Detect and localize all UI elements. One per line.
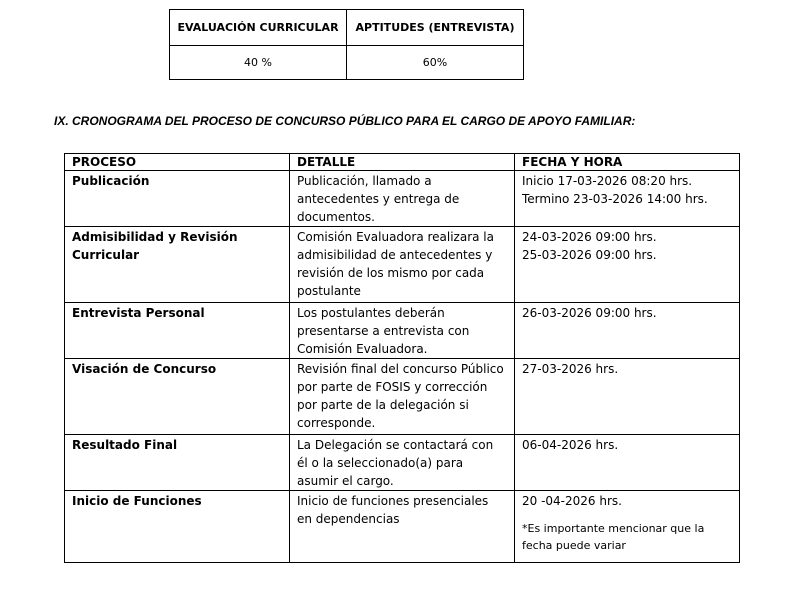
proceso-text: Curricular <box>72 248 140 262</box>
fecha-cell <box>515 491 740 563</box>
fecha-cell <box>515 435 740 491</box>
detalle-cell: La Delegación se contactará con él o la seleccionado(a) para asumir el cargo. <box>290 435 515 491</box>
proceso-cell <box>65 435 290 491</box>
weights-value-row <box>170 46 524 80</box>
fecha-text: 27-03-2026 hrs. <box>522 362 619 376</box>
table-row <box>65 435 740 491</box>
weights-header-interview: APTITUDES (ENTREVISTA) <box>347 10 524 46</box>
table-row <box>65 491 740 563</box>
proceso-text: Inicio de Funciones <box>72 494 202 508</box>
detalle-cell: Publicación, llamado a antecedentes y entrega de documentos. <box>290 171 515 227</box>
fecha-text: 26-03-2026 09:00 hrs. <box>522 306 657 320</box>
date-note: *Es importante mencionar que la fecha puede variar <box>522 522 705 552</box>
schedule-header-detalle: DETALLE <box>290 154 515 171</box>
weights-header-curricular: EVALUACIÓN CURRICULAR <box>170 10 347 46</box>
proceso-text: Visación de Concurso <box>72 362 217 376</box>
fecha-text: 20 -04-2026 hrs. <box>522 494 622 508</box>
weights-header-row <box>170 10 524 46</box>
weights-value-curricular: 40 % <box>170 46 347 80</box>
proceso-text: Resultado Final <box>72 438 178 452</box>
detalle-cell: Inicio de funciones presenciales en dependencias <box>290 491 515 563</box>
detalle-cell: Revisión final del concurso Público por parte de FOSIS y corrección por parte de la delegación si corresponde. <box>290 359 515 435</box>
fecha-cell <box>515 171 740 227</box>
schedule-header-row <box>65 154 740 171</box>
fecha-cell <box>515 227 740 303</box>
table-row <box>65 171 740 227</box>
proceso-cell <box>65 227 290 303</box>
weights-value-interview: 60% <box>347 46 524 80</box>
fecha-text: Termino 23-03-2026 14:00 hrs. <box>522 192 708 206</box>
evaluation-weights-table <box>169 9 524 80</box>
detalle-cell: Comisión Evaluadora realizara la admisibilidad de antecedentes y revisión de los mismo por cada postulante <box>290 227 515 303</box>
fecha-cell <box>515 303 740 359</box>
section-title: IX. CRONOGRAMA DEL PROCESO DE CONCURSO PÚBLICO PARA EL CARGO DE APOYO FAMILIAR: <box>54 114 636 128</box>
table-row <box>65 303 740 359</box>
schedule-table <box>64 153 740 563</box>
proceso-cell <box>65 171 290 227</box>
proceso-cell <box>65 491 290 563</box>
schedule-header-fecha: FECHA Y HORA <box>515 154 740 171</box>
detalle-cell: Los postulantes deberán presentarse a entrevista con Comisión Evaluadora. <box>290 303 515 359</box>
fecha-text: Inicio 17-03-2026 08:20 hrs. <box>522 174 693 188</box>
fecha-cell <box>515 359 740 435</box>
proceso-cell <box>65 359 290 435</box>
schedule-header-proceso: PROCESO <box>65 154 290 171</box>
fecha-text: 24-03-2026 09:00 hrs. <box>522 230 657 244</box>
proceso-text: Publicación <box>72 174 150 188</box>
proceso-text: Entrevista Personal <box>72 306 205 320</box>
proceso-cell <box>65 303 290 359</box>
proceso-text: Admisibilidad y Revisión <box>72 230 238 244</box>
fecha-text: 25-03-2026 09:00 hrs. <box>522 248 657 262</box>
table-row <box>65 359 740 435</box>
fecha-text: 06-04-2026 hrs. <box>522 438 619 452</box>
table-row <box>65 227 740 303</box>
